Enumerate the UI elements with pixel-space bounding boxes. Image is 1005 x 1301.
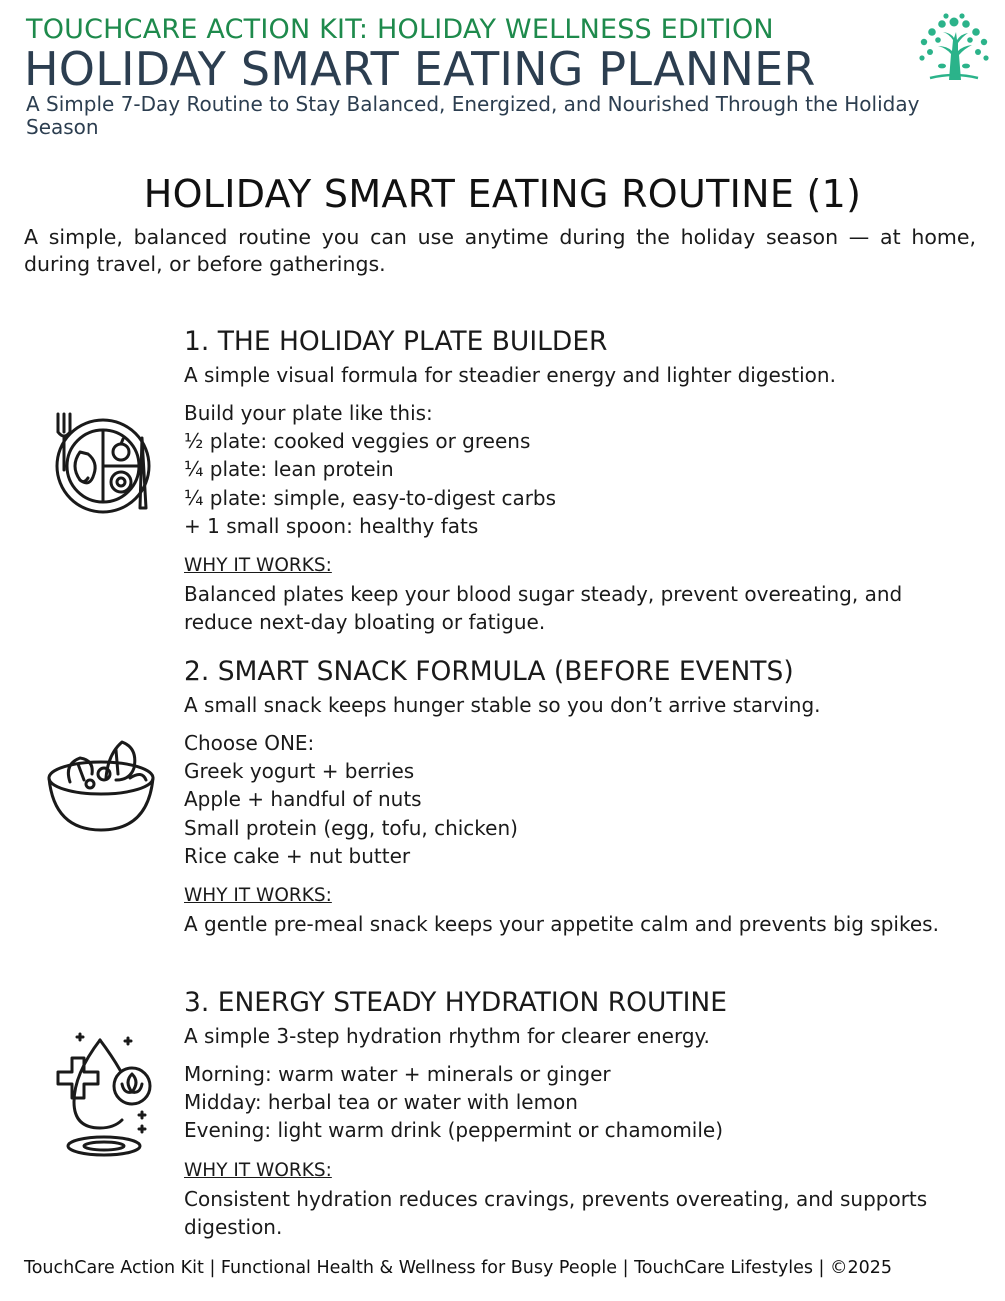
why-text: A gentle pre-meal snack keeps your appetite calm and prevents big spikes. <box>184 912 939 937</box>
list-item: ¼ plate: lean protein <box>184 457 394 482</box>
why-label: WHY IT WORKS: <box>184 555 332 577</box>
section-plate-builder <box>184 326 984 636</box>
salad-bowl-icon <box>46 734 156 834</box>
routine-intro: A simple, balanced routine you can use anytime during the holiday season — at home, during travel, or before gatherings. <box>24 225 976 276</box>
why-label: WHY IT WORKS: <box>184 1159 332 1181</box>
list-item: + 1 small spoon: healthy fats <box>184 513 479 538</box>
list-item: Small protein (egg, tofu, chicken) <box>184 815 518 840</box>
list-item: Midday: herbal tea or water with lemon <box>184 1090 578 1115</box>
section-title: 1. THE HOLIDAY PLATE BUILDER <box>184 326 608 357</box>
list-item: ¼ plate: simple, easy-to-digest carbs <box>184 485 557 510</box>
why-label: WHY IT WORKS: <box>184 885 332 907</box>
section-description: A simple 3-step hydration rhythm for clearer energy. <box>184 1024 710 1048</box>
page-title: HOLIDAY SMART EATING PLANNER <box>24 42 816 96</box>
list-item: Choose ONE: <box>184 731 315 755</box>
list-item: Build your plate like this: <box>184 401 433 425</box>
tree-logo-icon <box>916 12 992 82</box>
list-item: Evening: light warm drink (peppermint or chamomile) <box>184 1118 724 1143</box>
section-smart-snack <box>184 656 984 938</box>
list-item: Greek yogurt + berries <box>184 759 415 784</box>
section-title: 2. SMART SNACK FORMULA (BEFORE EVENTS) <box>184 656 794 687</box>
routine-title: HOLIDAY SMART EATING ROUTINE (1) <box>143 172 862 216</box>
page-subtitle: A Simple 7-Day Routine to Stay Balanced, Energized, and Nourished Through the Holiday Season <box>26 92 920 139</box>
footer: TouchCare Action Kit | Functional Health & Wellness for Busy People | TouchCare Lifestyles | ©2025 <box>24 1258 893 1278</box>
section-description: A small snack keeps hunger stable so you don’t arrive starving. <box>184 693 821 717</box>
kit-label: TOUCHCARE ACTION KIT: HOLIDAY WELLNESS EDITION <box>26 14 774 45</box>
section-title: 3. ENERGY STEADY HYDRATION ROUTINE <box>184 987 727 1018</box>
section-hydration <box>184 987 984 1241</box>
list-item: ½ plate: cooked veggies or greens <box>184 429 531 454</box>
hydration-drop-icon <box>52 1030 156 1158</box>
plate-icon <box>50 408 156 518</box>
why-text: Balanced plates keep your blood sugar steady, prevent overeating, and reduce next-day bloating or fatigue. <box>184 582 903 635</box>
list-item: Apple + handful of nuts <box>184 787 422 812</box>
list-item: Rice cake + nut butter <box>184 843 411 868</box>
list-item: Morning: warm water + minerals or ginger <box>184 1062 611 1086</box>
why-text: Consistent hydration reduces cravings, prevents overeating, and supports digestion. <box>184 1186 928 1239</box>
section-description: A simple visual formula for steadier energy and lighter digestion. <box>184 363 836 387</box>
